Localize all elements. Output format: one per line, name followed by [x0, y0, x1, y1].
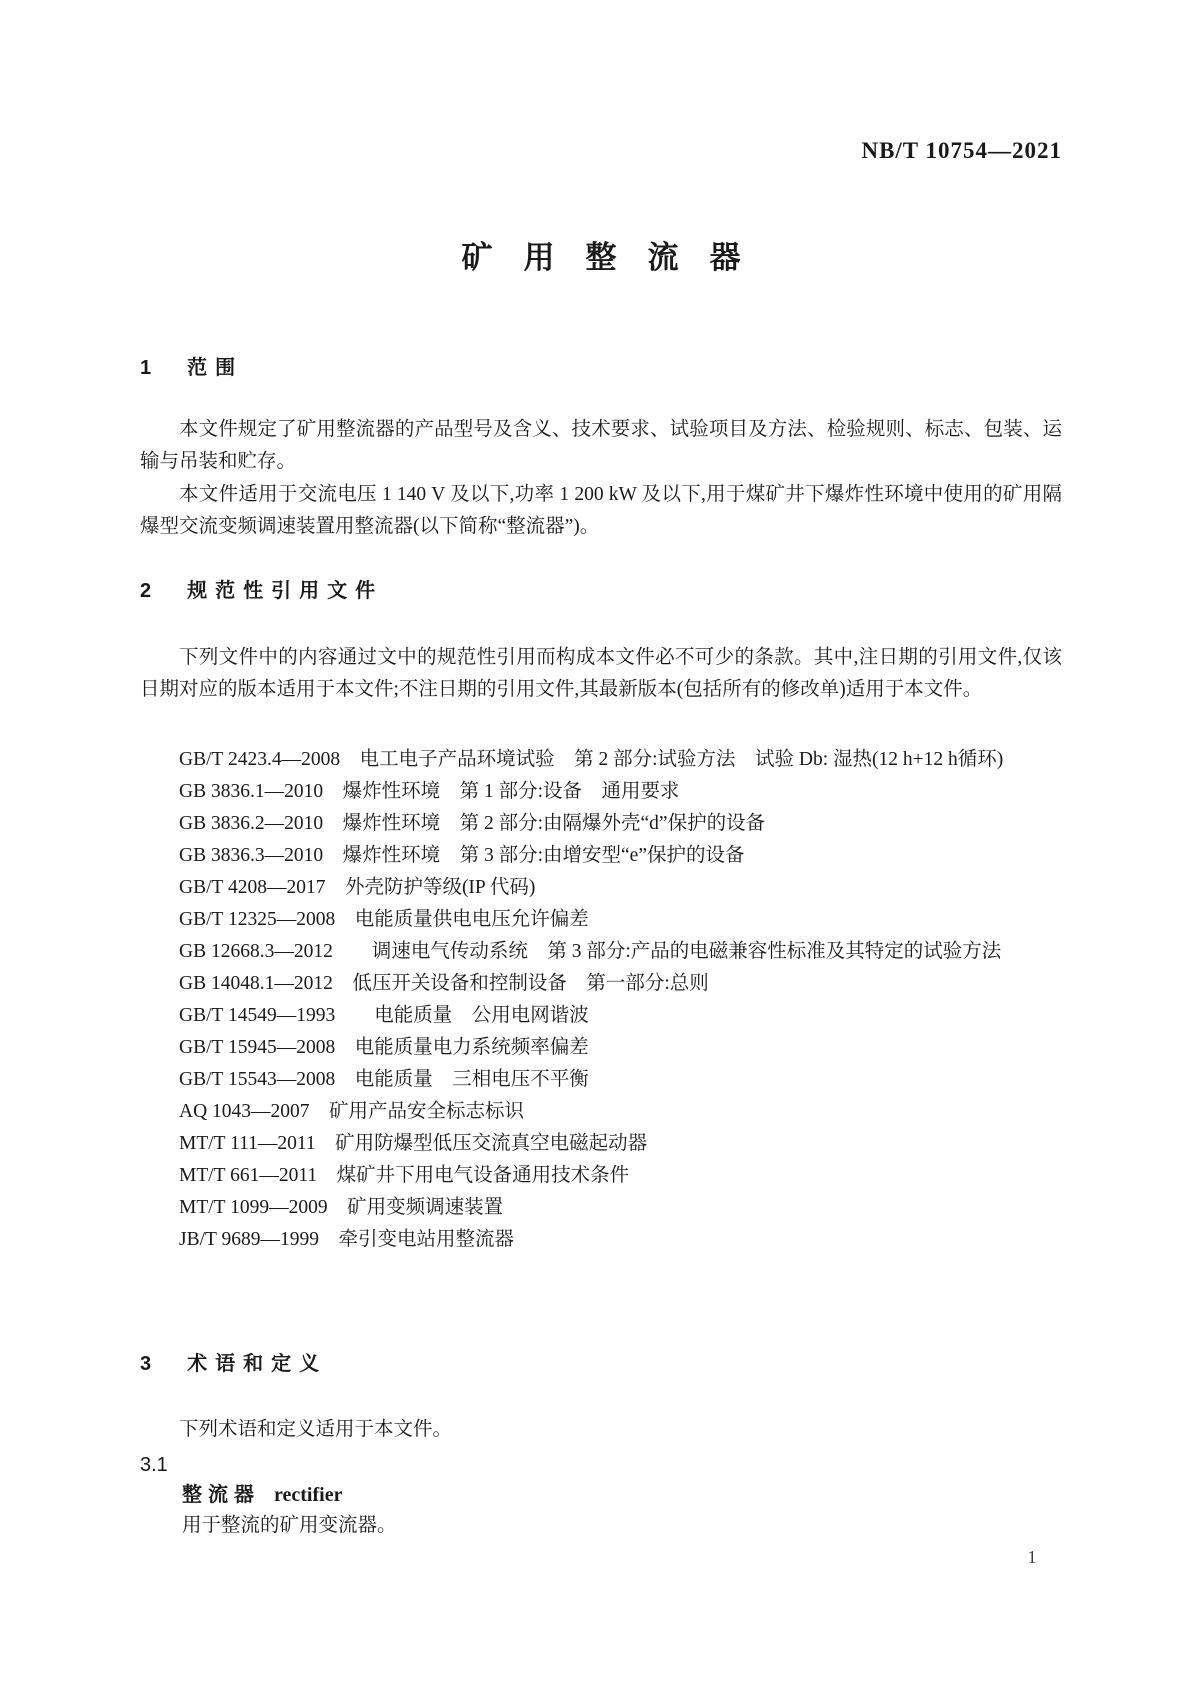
standard-number-header: NB/T 10754—2021	[861, 138, 1062, 163]
reference-item: GB 12668.3—2012 调速电气传动系统 第 3 部分:产品的电磁兼容性标准及其特定的试验方法	[179, 941, 1002, 962]
reference-item: JB/T 9689—1999 牵引变电站用整流器	[179, 1229, 514, 1250]
term-name-en: rectifier	[274, 1484, 343, 1506]
section-3-heading: 3 术语和定义	[140, 1353, 328, 1375]
reference-item: GB/T 12325—2008 电能质量供电电压允许偏差	[179, 909, 589, 930]
section-1-paragraph-2: 本文件适用于交流电压 1 140 V 及以下,功率 1 200 kW 及以下,用于煤矿井下爆炸性环境中使用的矿用隔爆型交流变频调速装置用整流器(以下简称“整流器”)。	[140, 484, 1062, 537]
reference-item: GB/T 2423.4—2008 电工电子产品环境试验 第 2 部分:试验方法 试验 Db: 湿热(12 h+12 h循环)	[179, 749, 1004, 770]
reference-item: GB 3836.3—2010 爆炸性环境 第 3 部分:由增安型“e”保护的设备	[179, 845, 745, 866]
reference-item: AQ 1043—2007 矿用产品安全标志标识	[179, 1101, 525, 1122]
section-1-heading: 1 范围	[140, 357, 244, 379]
term-definition: 用于整流的矿用变流器。	[182, 1515, 397, 1536]
document-title: 矿 用 整 流 器	[461, 240, 741, 275]
section-2-intro-paragraph: 下列文件中的内容通过文中的规范性引用而构成本文件必不可少的条款。其中,注日期的引用文件,仅该日期对应的版本适用于本文件;不注日期的引用文件,其最新版本(包括所有的修改单)适用于本文件。	[140, 647, 1062, 700]
section-1-paragraph-1: 本文件规定了矿用整流器的产品型号及含义、技术要求、试验项目及方法、检验规则、标志、包装、运输与吊装和贮存。	[140, 419, 1062, 472]
reference-item: MT/T 661—2011 煤矿井下用电气设备通用技术条件	[179, 1165, 630, 1186]
page-number: 1	[1027, 1547, 1037, 1567]
section-3-intro-paragraph: 下列术语和定义适用于本文件。	[179, 1419, 453, 1440]
term-name-zh: 整流器	[182, 1484, 260, 1506]
reference-item: GB/T 15945—2008 电能质量电力系统频率偏差	[179, 1037, 589, 1058]
reference-item: GB/T 15543—2008 电能质量 三相电压不平衡	[179, 1069, 589, 1090]
section-2-heading: 2 规范性引用文件	[140, 580, 384, 602]
reference-item: GB 3836.2—2010 爆炸性环境 第 2 部分:由隔爆外壳“d”保护的设备	[179, 813, 766, 834]
clause-number-3-1: 3.1	[140, 1454, 168, 1476]
term-entry	[140, 1480, 1104, 1510]
reference-item: MT/T 1099—2009 矿用变频调速装置	[179, 1197, 504, 1218]
reference-item: GB 14048.1—2012 低压开关设备和控制设备 第一部分:总则	[179, 973, 709, 994]
normative-references-list	[140, 744, 1062, 1256]
reference-item: GB/T 4208—2017 外壳防护等级(IP 代码)	[179, 877, 536, 898]
reference-item: GB 3836.1—2010 爆炸性环境 第 1 部分:设备 通用要求	[179, 781, 680, 802]
reference-item: GB/T 14549—1993 电能质量 公用电网谐波	[179, 1005, 589, 1026]
reference-item: MT/T 111—2011 矿用防爆型低压交流真空电磁起动器	[179, 1133, 648, 1154]
